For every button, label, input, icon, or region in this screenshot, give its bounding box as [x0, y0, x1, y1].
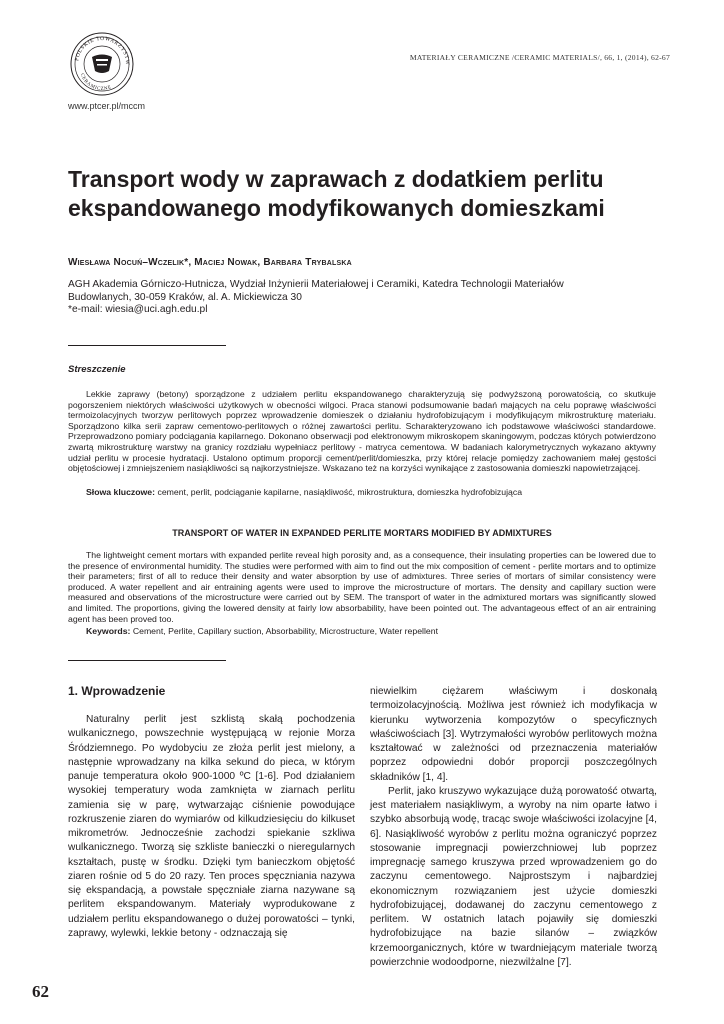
keywords-pl-label: Słowa kluczowe: [86, 487, 156, 497]
keywords-pl-text: cement, perlit, podciąganie kapilarne, nasiąkliwość, mikrostruktura, domieszka hydrofobizująca [157, 487, 523, 497]
section-heading: 1. Wprowadzenie [68, 684, 166, 698]
keywords-en-label: Keywords: [86, 626, 131, 636]
body-column-right [370, 685, 657, 970]
english-title: TRANSPORT OF WATER IN EXPANDED PERLITE MORTARS MODIFIED BY ADMIXTURES [172, 528, 552, 538]
keywords-en-text: Cement, Perlite, Capillary suction, Absorbability, Microstructure, Water repellent [132, 626, 438, 636]
page-number: 62 [32, 982, 49, 1001]
keywords-pl [86, 487, 656, 498]
logo-ring-text: POLSKIE TOWARZYSTW [74, 35, 131, 66]
article-title: Transport wody w zaprawach z dodatkiem perlitu ekspandowanego modyfikowanych domieszkami [68, 166, 605, 221]
authors: Wiesława Nocuń–Wczelik*, Maciej Nowak, Barbara Trybalska [68, 257, 352, 268]
paragraph: Naturalny perlit jest szklistą skałą pochodzenia wulkanicznego, powszechnie występującą w rejonie Morza Śródziemnego. Po wydobyciu ze złoża perlit jest mielony, a następnie wprowadzany na kilka sekund do pieca, w którym panuje temperatura około 900-1000 ºC [1-6]. Pod działaniem wysokiej temperatury woda zamknięta w ziarnach perlitu zamienia się w parę, wytwarzając ciśnienie powodujące rozkruszenie ziaren do wymiarów od kilkudziesięciu do kilkuset mikrometrów. Jednocześnie zachodzi spiekanie szkliwa wulkanicznego. Tworzą się szkliste banieczki o nieregularnych kształtach, pustę w środku. Dzięki tym banieczkom objętość ziaren rośnie od 5 do 20 razy. Ten proces spęczniania nazywa się ekspandacją, a powstałe spęczniałe ziarna nazywane są perlitem ekspandowanym. Materiały wyprodukowane z udziałem perlitu ekspandowanego o dużej porowatości – tynki, zaprawy, wylewki, lekkie betony - odznaczają się [68, 714, 355, 939]
affiliation-line-2: Budowlanych, 30-059 Kraków, al. A. Mickiewicza 30 [68, 291, 302, 303]
abstract-heading: Streszczenie [68, 364, 126, 375]
abstract-pl: Lekkie zaprawy (betony) sporządzone z udziałem perlitu ekspandowanego charakteryzują się podwyższoną porowatością, co skutkuje pogorszeniem niektórych właściwości użytkowych w obecności wilgoci. Praca stanowi podsumowanie badań mających na celu poprawę właściwości termoizolacyjnych tworzyw perlitowych poprzez wprowadzenie domieszek o działaniu hydrofobizującym i modyfikującym mikrostrukturę materiału. Sporządzono kilka serii zapraw cementowo-perlitowych o różnej zawartości perlitu. Scharakteryzowano ich podstawowe właściwości standardowe. Przeprowadzono pomiary podciągania kapilarnego. Dokonano obserwacji pod elektronowym mikroskopem skaningowym, podczas których potwierdzono zwartą mikrostrukturę warstwy na granicy rozdziału wypełniacz perlitowy - matryca cementowa. W badaniach kalorymetrycznych wykazano aktywny udział perlitu w procesie hydratacji. Ustalono optimum proporcji cement/perlit/domieszka, przy której relacje pomiędzy zachowaniem małej gęstości objętościowej i zmniejszeniem nasiąkliwości są najkorzystniejsze. Wskazano też na korzyści wynikające z zastosowania domieszki napowietrzającej. [68, 389, 656, 474]
affiliation-line-1: AGH Akademia Górniczo-Hutnicza, Wydział Inżynierii Materiałowej i Ceramiki, Katedra Technologii Materiałów [68, 279, 564, 290]
body-column-left [68, 713, 355, 941]
abstract-en: The lightweight cement mortars with expanded perlite reveal high porosity and, as a consequence, their insulating properties can be lowered due to the presence of environmental humidity. The studies were performed with aim to find out the mix composition of cement - perlite mortars and to optimize their parameters; first of all to reduce their density and water absorption by use of admixtures. Three series of mortars of similar consistency were produced. A water repellent and air entraining agents were used to improve the microstructure of mortars. The density and capillary suction were measured and observations of the microstructure were carried out by SEM. The transport of water in the admixtured mortars was significantly slowed and limited. The proportions, giving the lowered density at fairly low absorbability, have been pointed out. The advantageous effect of an air entraining agent has been proved too. [68, 550, 656, 624]
logo-bottom-text: CERAMICZNE [78, 72, 113, 93]
author-email[interactable]: *e-mail: wiesia@uci.agh.edu.pl [68, 304, 208, 316]
keywords-en [86, 626, 656, 637]
journal-header: MATERIAŁY CERAMICZNE /CERAMIC MATERIALS/, 66, 1, (2014), 62-67 [409, 53, 670, 62]
paragraph: niewielkim ciężarem właściwym i doskonałą termoizolacyjnością. Możliwa jest również ich modyfikacja w kierunku wytworzenia kompozytów o specyficznych właściwościach [3]. Wytrzymałości wyrobów perlitowych można kształtować w zależności od przeznaczenia materiałów poprzez odpowiedni dobór proporcji poszczególnych składników [1, 4]. [370, 686, 657, 783]
affiliation [68, 279, 668, 317]
site-url[interactable]: www.ptcer.pl/mccm [68, 101, 146, 111]
divider [68, 660, 226, 661]
society-logo [62, 28, 158, 100]
paragraph: Perlit, jako kruszywo wykazujące dużą porowatość otwartą, jest materiałem nasiąkliwym, a wyroby na nim oparte łatwo i szybko absorbują wodę, tracąc swoje właściwości izolacyjne [4, 6]. Nasiąkliwość wyrobów z perlitu można ograniczyć poprzez stosowanie impregnacji powierzchniowej lub poprzez impregnację samego kruszywa przed wprowadzeniem go do zaczynu cementowego. Najprostszym i najbardziej ekonomicznym rozwiązaniem jest użycie domieszki hydrofobizującej, dodawanej do zaczynu cementowego z perlitem. W ostatnich latach pojawiły się domieszki hydrofobizujące na bazie silanów – związków krzemoorganicznych, które w twardniejącym materiale tworzą powierzchnie wodoodporne, niezwilżalne [7]. [370, 785, 657, 968]
divider [68, 345, 226, 346]
